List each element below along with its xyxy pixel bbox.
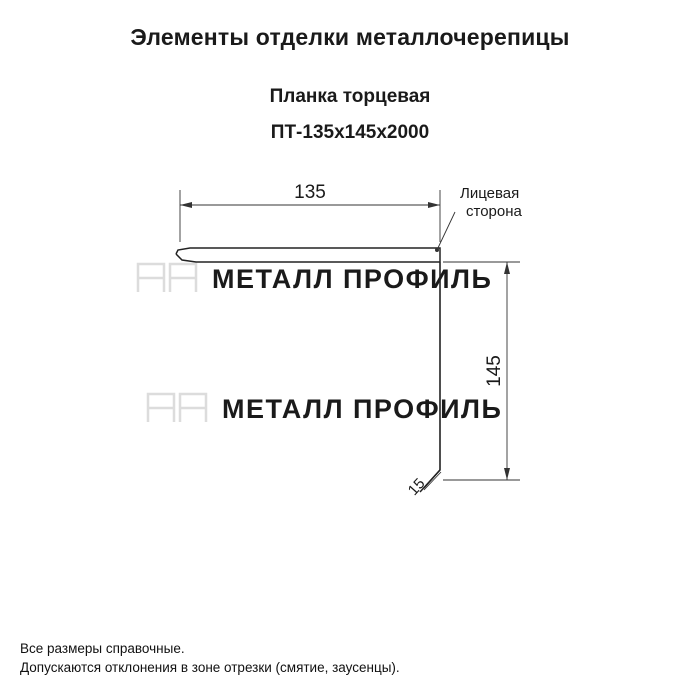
page-title: Элементы отделки металлочерепицы <box>130 24 570 50</box>
watermark-top-text: МЕТАЛЛ ПРОФИЛЬ <box>212 264 493 294</box>
annotation-face-side-line1: Лицевая <box>460 185 520 202</box>
leader-dot-face-side <box>435 248 439 252</box>
annotation-face-side-line2: сторона <box>466 203 522 220</box>
drawing-svg <box>0 150 700 570</box>
arrow-135-right <box>428 202 440 208</box>
profile-outline-top <box>176 248 440 488</box>
arrow-145-bottom <box>504 468 510 480</box>
arrow-145-top <box>504 262 510 274</box>
technical-drawing <box>0 150 700 570</box>
profile-outline-bottom <box>176 254 440 262</box>
product-code: ПТ-135х145х2000 <box>270 122 430 143</box>
watermark-bottom-text: МЕТАЛЛ ПРОФИЛЬ <box>222 394 503 424</box>
product-name: Планка торцевая <box>269 86 431 107</box>
footer-note-2: Допускаются отклонения в зоне отрезки (смятие, заусенцы). <box>20 660 400 676</box>
dimension-label-145: 145 <box>484 355 505 387</box>
footer-notes <box>20 639 400 678</box>
dimension-label-135: 135 <box>294 182 326 203</box>
footer-note-1: Все размеры справочные. <box>20 640 185 656</box>
dimension-label-15: 15 <box>404 475 429 499</box>
arrow-135-left <box>180 202 192 208</box>
